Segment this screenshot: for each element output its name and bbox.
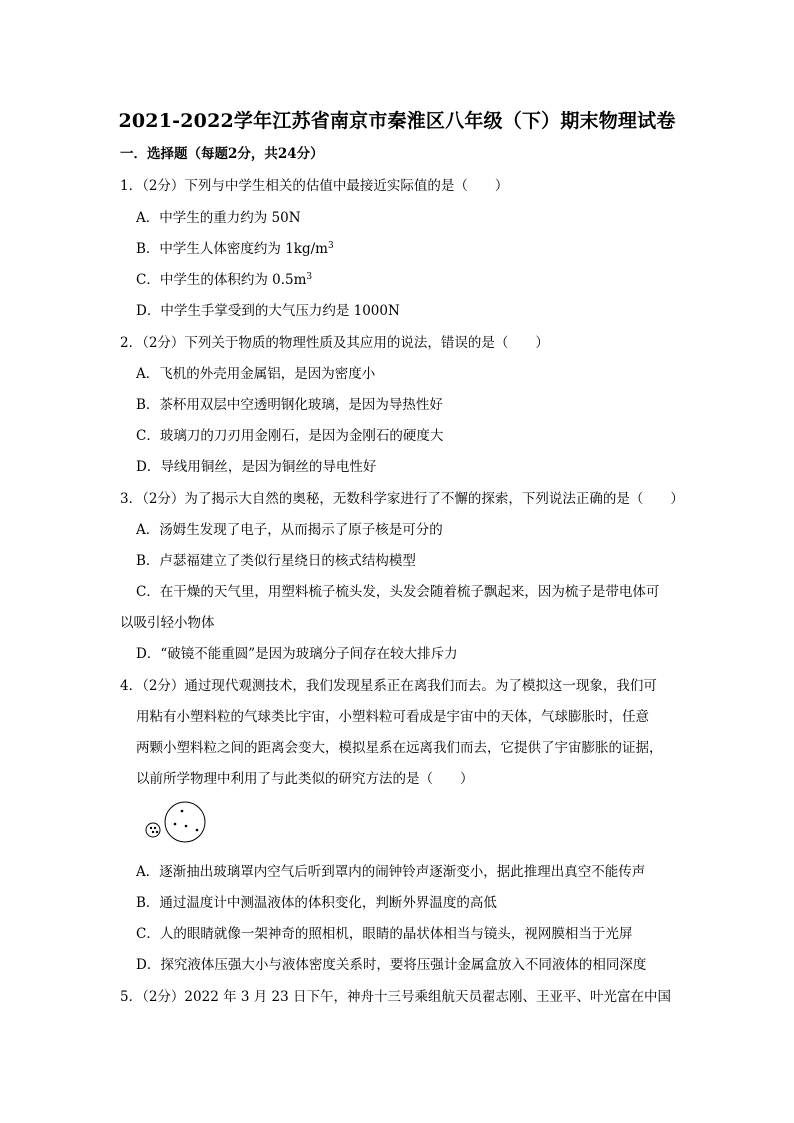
question-4-option-d: D．探究液体压强大小与液体密度关系时，要将压强计金属盒放入不同液体的相同深度 [136,957,647,973]
question-3-option-d: D．“破镜不能重圆”是因为玻璃分子间存在较大排斥力 [136,646,458,662]
large-balloon-dot [174,823,177,826]
question-2-option-a: A．飞机的外壳用金属铝，是因为密度小 [136,366,376,382]
question-2-stem: 2．（2分）下列关于物质的物理性质及其应用的说法，错误的是（ ） [120,335,549,351]
question-4-stem: 4．（2分）通过现代观测技术，我们发现星系正在离我们而去。为了模拟这一现象，我们可 [120,678,657,694]
small-balloon-dot [156,831,158,833]
question-1-option-a: A．中学生的重力约为 50N [136,210,301,226]
question-3-option-a: A．汤姆生发现了电子，从而揭示了原子核是可分的 [136,522,443,538]
question-4-option-c: C．人的眼睛就像一架神奇的照相机，眼睛的晶状体相当与镜头，视网膜相当于光屏 [136,926,633,942]
small-balloon-dot [150,827,152,829]
question-2-option-b: B．茶杯用双层中空透明钢化玻璃，是因为导热性好 [136,397,443,413]
question-3-stem: 3．（2分）为了揭示大自然的奥秘，无数科学家进行了不懈的探索，下列说法正确的是（ ） [120,491,684,507]
small-balloon-dot [152,831,154,833]
large-balloon-dot [181,810,184,813]
question-4-stem-line-2: 用粘有小塑料粒的气球类比宇宙，小塑料粒可看成是宇宙中的天体，气球膨胀时，任意 [136,709,649,725]
question-1-option-b: B．中学生人体密度约为 $1kg/m^3$ [136,241,334,257]
question-4-option-a: A．逐渐抽出玻璃罩内空气后听到罩内的闹钟铃声逐渐变小，据此推理出真空不能传声 [136,864,646,880]
large-balloon [165,802,205,842]
small-balloon [146,823,160,837]
question-3-option-c-continued: 以吸引轻小物体 [120,615,215,631]
large-balloon-dot [196,829,199,832]
question-1-option-d: D．中学生手掌受到的大气压力约是 1000N [136,303,400,319]
question-1-stem: 1．（2分）下列与中学生相关的估值中最接近实际值的是（ ） [120,178,509,194]
section-heading: 一．选择题（每题2分，共24分） [120,146,324,162]
question-3-option-c: C．在干燥的天气里，用塑料梳子梳头发，头发会随着梳子飘起来，因为梳子是带电体可 [136,584,660,600]
question-1-option-c: C．中学生的体积约为 $0.5m^3$ [136,272,313,288]
small-balloon-dot [154,827,156,829]
question-4-stem-line-4: 以前所学物理中利用了与此类似的研究方法的是（ ） [136,771,474,787]
question-2-option-c: C．玻璃刀的刀刃用金刚石，是因为金刚石的硬度大 [136,428,444,444]
question-4-option-b: B．通过温度计中测温液体的体积变化，判断外界温度的高低 [136,895,497,911]
page-title: 2021-2022学年江苏省南京市秦淮区八年级（下）期末物理试卷 [118,110,676,132]
question-4-stem-line-3: 两颗小塑料粒之间的距离会变大，模拟星系在远离我们而去，它提供了宇宙膨胀的证据， [136,740,663,756]
large-balloon-dot [185,825,188,828]
question-5-stem: 5．（2分）2022 年 3 月 23 日下午，神舟十三号乘组航天员翟志刚、王亚平、叶光富在中国 [120,989,672,1005]
question-2-option-d: D．导线用铜丝，是因为铜丝的导电性好 [136,459,377,475]
question-3-option-b: B．卢瑟福建立了类似行星绕日的核式结构模型 [136,553,416,569]
balloon-figure [142,800,212,846]
